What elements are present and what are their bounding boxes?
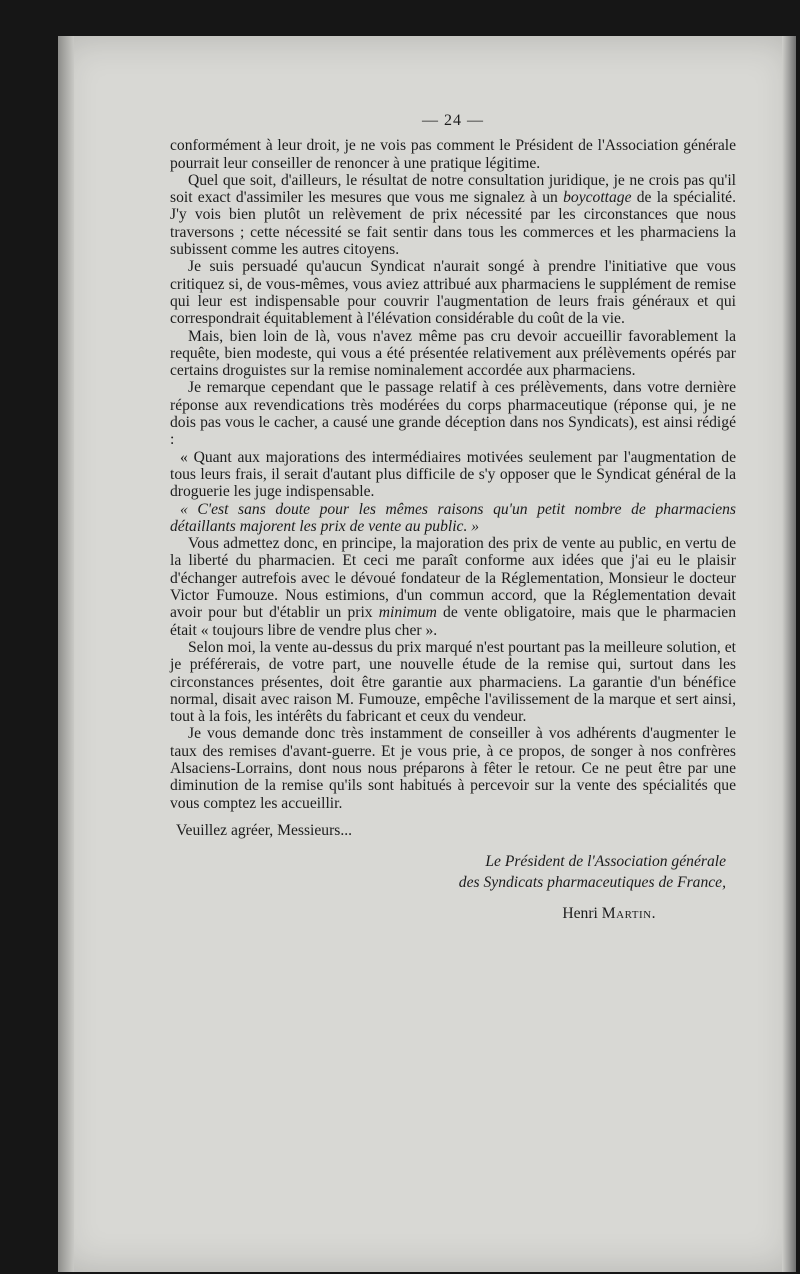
page-spine-shadow: [58, 36, 74, 1272]
signatory-name: Henri Martin.: [562, 905, 656, 923]
paragraph: Vous admettez donc, en principe, la majoration des prix de vente au public, en vertu de la liberté du pharmacien. Et ceci me paraît conforme aux idées que j'ai eu le plaisir d'échanger autrefois avec le dévoué fondateur de la Réglementation, Monsieur le docteur Victor Fumouze. Nous estimions, d'un commun accord, que la Réglementation devait avoir pour but d'établir un prix minimum de vente obligatoire, mais que le pharmacien était « toujours libre de vendre plus cher ».: [170, 535, 736, 639]
paragraph: conformément à leur droit, je ne vois pas comment le Président de l'Association générale pourrait leur conseiller de renoncer à une pratique légitime.: [170, 137, 736, 172]
paragraph: Mais, bien loin de là, vous n'avez même pas cru devoir accueillir favorablement la requête, bien modeste, qui vous a été présentée relativement aux prélèvements opérés par certains droguistes sur la remise nominalement accordée aux pharmaciens.: [170, 327, 736, 380]
emphasis-text: boycottage: [563, 189, 632, 207]
signature-title-line-1: Le Président de l'Association générale: [485, 853, 726, 871]
paragraph: Quel que soit, d'ailleurs, le résultat de notre consultation juridique, je ne crois pas qu'il soit exact d'assimiler les mesures que vous me signalez à un boycottage de la spécialité. J'y vois bien plutôt un relèvement de prix nécessité par les circonstances que nous traversons ; cette nécessité se fait sentir dans tous les commerces et les pharmaciens la subissent comme les autres citoyens.: [170, 171, 737, 259]
paragraph: Selon moi, la vente au-dessus du prix marqué n'est pourtant pas la meilleure solution, et je préférerais, de votre part, une nouvelle étude de la remise qui, surtout dans les circonstances présentes, doit être garantie aux pharmaciens. La garantie d'un bénéfice normal, disait avec raison M. Fumouze, empêche l'avilissement de la marque et sert ainsi, tout à la fois, les intérêts du fabricant et ceux du vendeur.: [170, 638, 736, 726]
page-content: [170, 112, 736, 924]
quoted-paragraph-italic: « C'est sans doute pour les mêmes raisons qu'un petit nombre de pharmaciens détaillants majorent les prix de vente au public. »: [170, 500, 736, 535]
book-page: [58, 36, 796, 1272]
page-number: — 24 —: [422, 112, 484, 129]
paragraph: Je vous demande donc très instamment de conseiller à vos adhérents d'augmenter le taux des remises d'avant-guerre. Et je vous prie, à ce propos, de songer à nos confrères Alsaciens-Lorrains, dont nous nous préparons à fêter le retour. Ce ne peut être par une diminution de la remise qu'ils sont habitués à percevoir sur la vente des spécialités que vous comptez les accueillir.: [170, 725, 736, 812]
signature-title-line-2: des Syndicats pharmaceutiques de France,: [458, 874, 726, 892]
page-edge-shadow: [782, 36, 796, 1272]
paragraph: Je remarque cependant que le passage relatif à ces prélèvements, dans votre dernière réponse aux revendications très modérées du corps pharmaceutique (réponse qui, je ne dois pas vous le cacher, a causé une grande déception dans nos Syndicats), est ainsi rédigé :: [170, 379, 736, 449]
paragraph: Je suis persuadé qu'aucun Syndicat n'aurait songé à prendre l'initiative que vous critiquez si, de vous-mêmes, vous aviez attribué aux pharmaciens le supplément de remise qui leur est indispensable pour couvrir l'augmentation de leurs frais généraux et qui correspondrait équitablement à l'élévation considérable du coût de la vie.: [170, 258, 736, 328]
closing-formula: Veuillez agréer, Messieurs...: [176, 821, 353, 839]
quoted-paragraph: « Quant aux majorations des intermédiaires motivées seulement par l'augmentation de tous leurs frais, il serait d'autant plus difficile de s'y opposer que le Syndicat général de la droguerie les juge indispensable.: [170, 448, 736, 501]
signature-block: [170, 851, 736, 924]
emphasis-text: minimum: [378, 604, 437, 622]
